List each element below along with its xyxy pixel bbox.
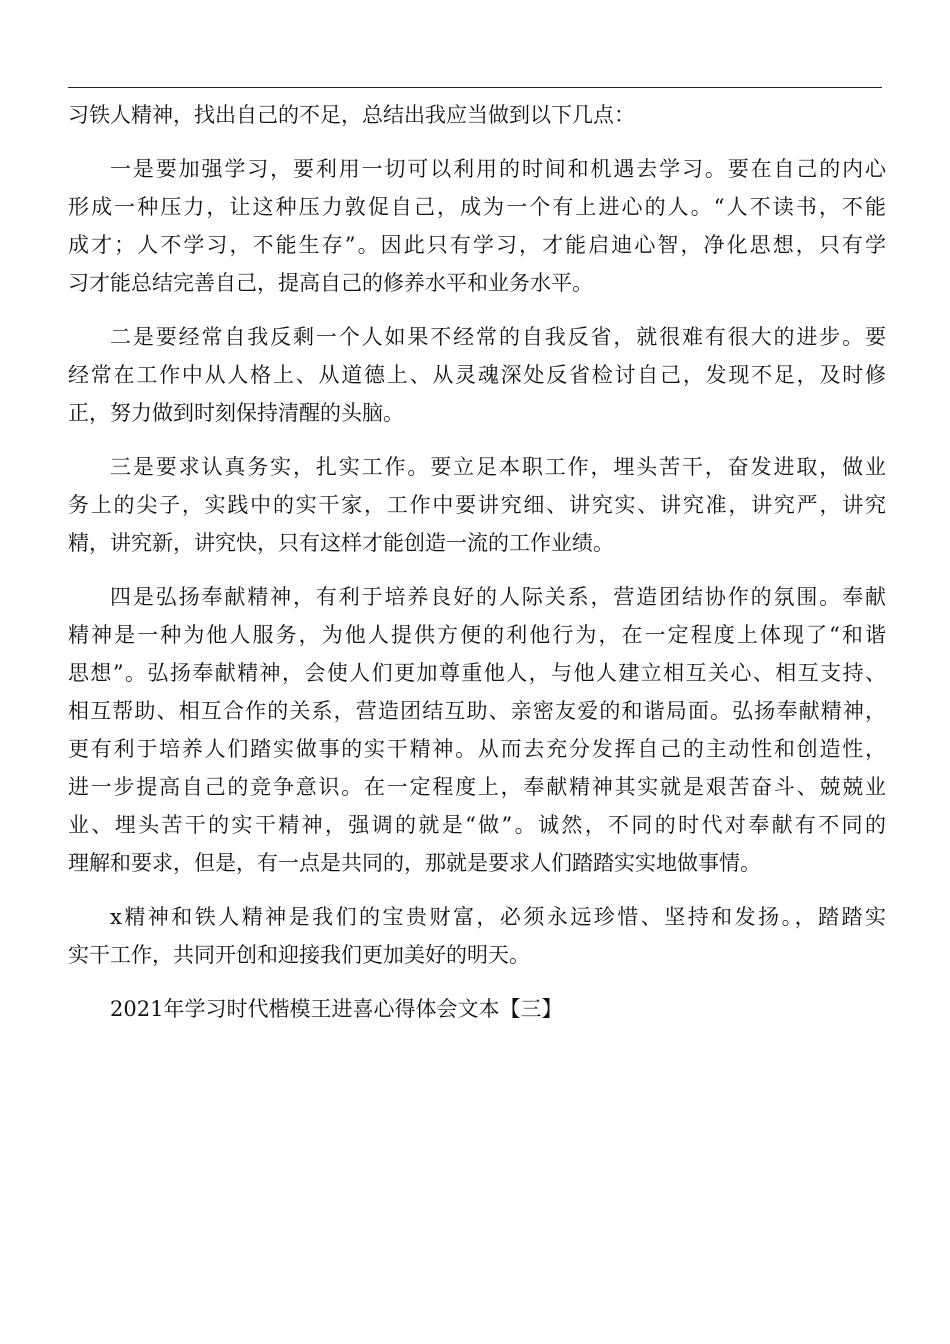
text-line: 务上的尖子，实践中的实干家，工作中要讲究细、讲究实、讲究准，讲究严，讲究 bbox=[68, 493, 886, 517]
document-body bbox=[68, 96, 886, 1028]
text-line: 二是要经常自我反剩一个人如果不经常的自我反省，就很难有很大的进步。要 bbox=[110, 325, 886, 349]
text-line: 理解和要求，但是，有一点是共同的，那就是要求人们踏踏实实地做事情。 bbox=[68, 851, 761, 875]
text-line: 形成一种压力，让这种压力敦促自己，成为一个有上进心的人。“人不读书，不能 bbox=[68, 195, 886, 219]
text-line: 正，努力做到时刻保持清醒的头脑。 bbox=[68, 401, 404, 425]
text-line: 经常在工作中从人格上、从道德上、从灵魂深处反省检讨自己，发现不足，及时修 bbox=[68, 363, 886, 387]
text-line: 相互帮助、相互合作的关系，营造团结互助、亲密友爱的和谐局面。弘扬奉献精神， bbox=[68, 699, 886, 723]
text-line: 习铁人精神，找出自己的不足，总结出我应当做到以下几点： bbox=[68, 103, 635, 127]
text-line: 进一步提高自己的竞争意识。在一定程度上，奉献精神其实就是艰苦奋斗、兢兢业 bbox=[68, 775, 886, 799]
text-line: 思想”。弘扬奉献精神，会使人们更加尊重他人，与他人建立相互关心、相互支持、 bbox=[68, 661, 886, 685]
text-line: 四是弘扬奉献精神，有利于培养良好的人际关系，营造团结协作的氛围。奉献 bbox=[110, 585, 886, 609]
text-line: 精，讲究新，讲究快，只有这样才能创造一流的工作业绩。 bbox=[68, 531, 614, 555]
text-line: 习才能总结完善自己，提高自己的修养水平和业务水平。 bbox=[68, 271, 593, 295]
text-line: 2021年学习时代楷模王进喜心得体会文本【三】 bbox=[110, 997, 563, 1021]
text-line: 成才；人不学习，不能生存”。因此只有学习，才能启迪心智，净化思想，只有学 bbox=[68, 233, 886, 257]
text-line: 三是要求认真务实，扎实工作。要立足本职工作，埋头苦干，奋发进取，做业 bbox=[110, 455, 886, 479]
text-line: x精神和铁人精神是我们的宝贵财富，必须永远珍惜、坚持和发扬。，踏踏实 bbox=[110, 905, 886, 929]
text-line: 实干工作，共同开创和迎接我们更加美好的明天。 bbox=[68, 943, 530, 967]
text-line: 精神是一种为他人服务，为他人提供方便的利他行为，在一定程度上体现了“和谐 bbox=[68, 623, 886, 647]
text-line: 一是要加强学习，要利用一切可以利用的时间和机遇去学习。要在自己的内心 bbox=[110, 157, 886, 181]
text-line: 业、埋头苦干的实干精神，强调的就是“做”。诚然，不同的时代对奉献有不同的 bbox=[68, 813, 886, 837]
text-line: 更有利于培养人们踏实做事的实干精神。从而去充分发挥自己的主动性和创造性， bbox=[68, 737, 886, 761]
header-rule bbox=[68, 87, 882, 88]
